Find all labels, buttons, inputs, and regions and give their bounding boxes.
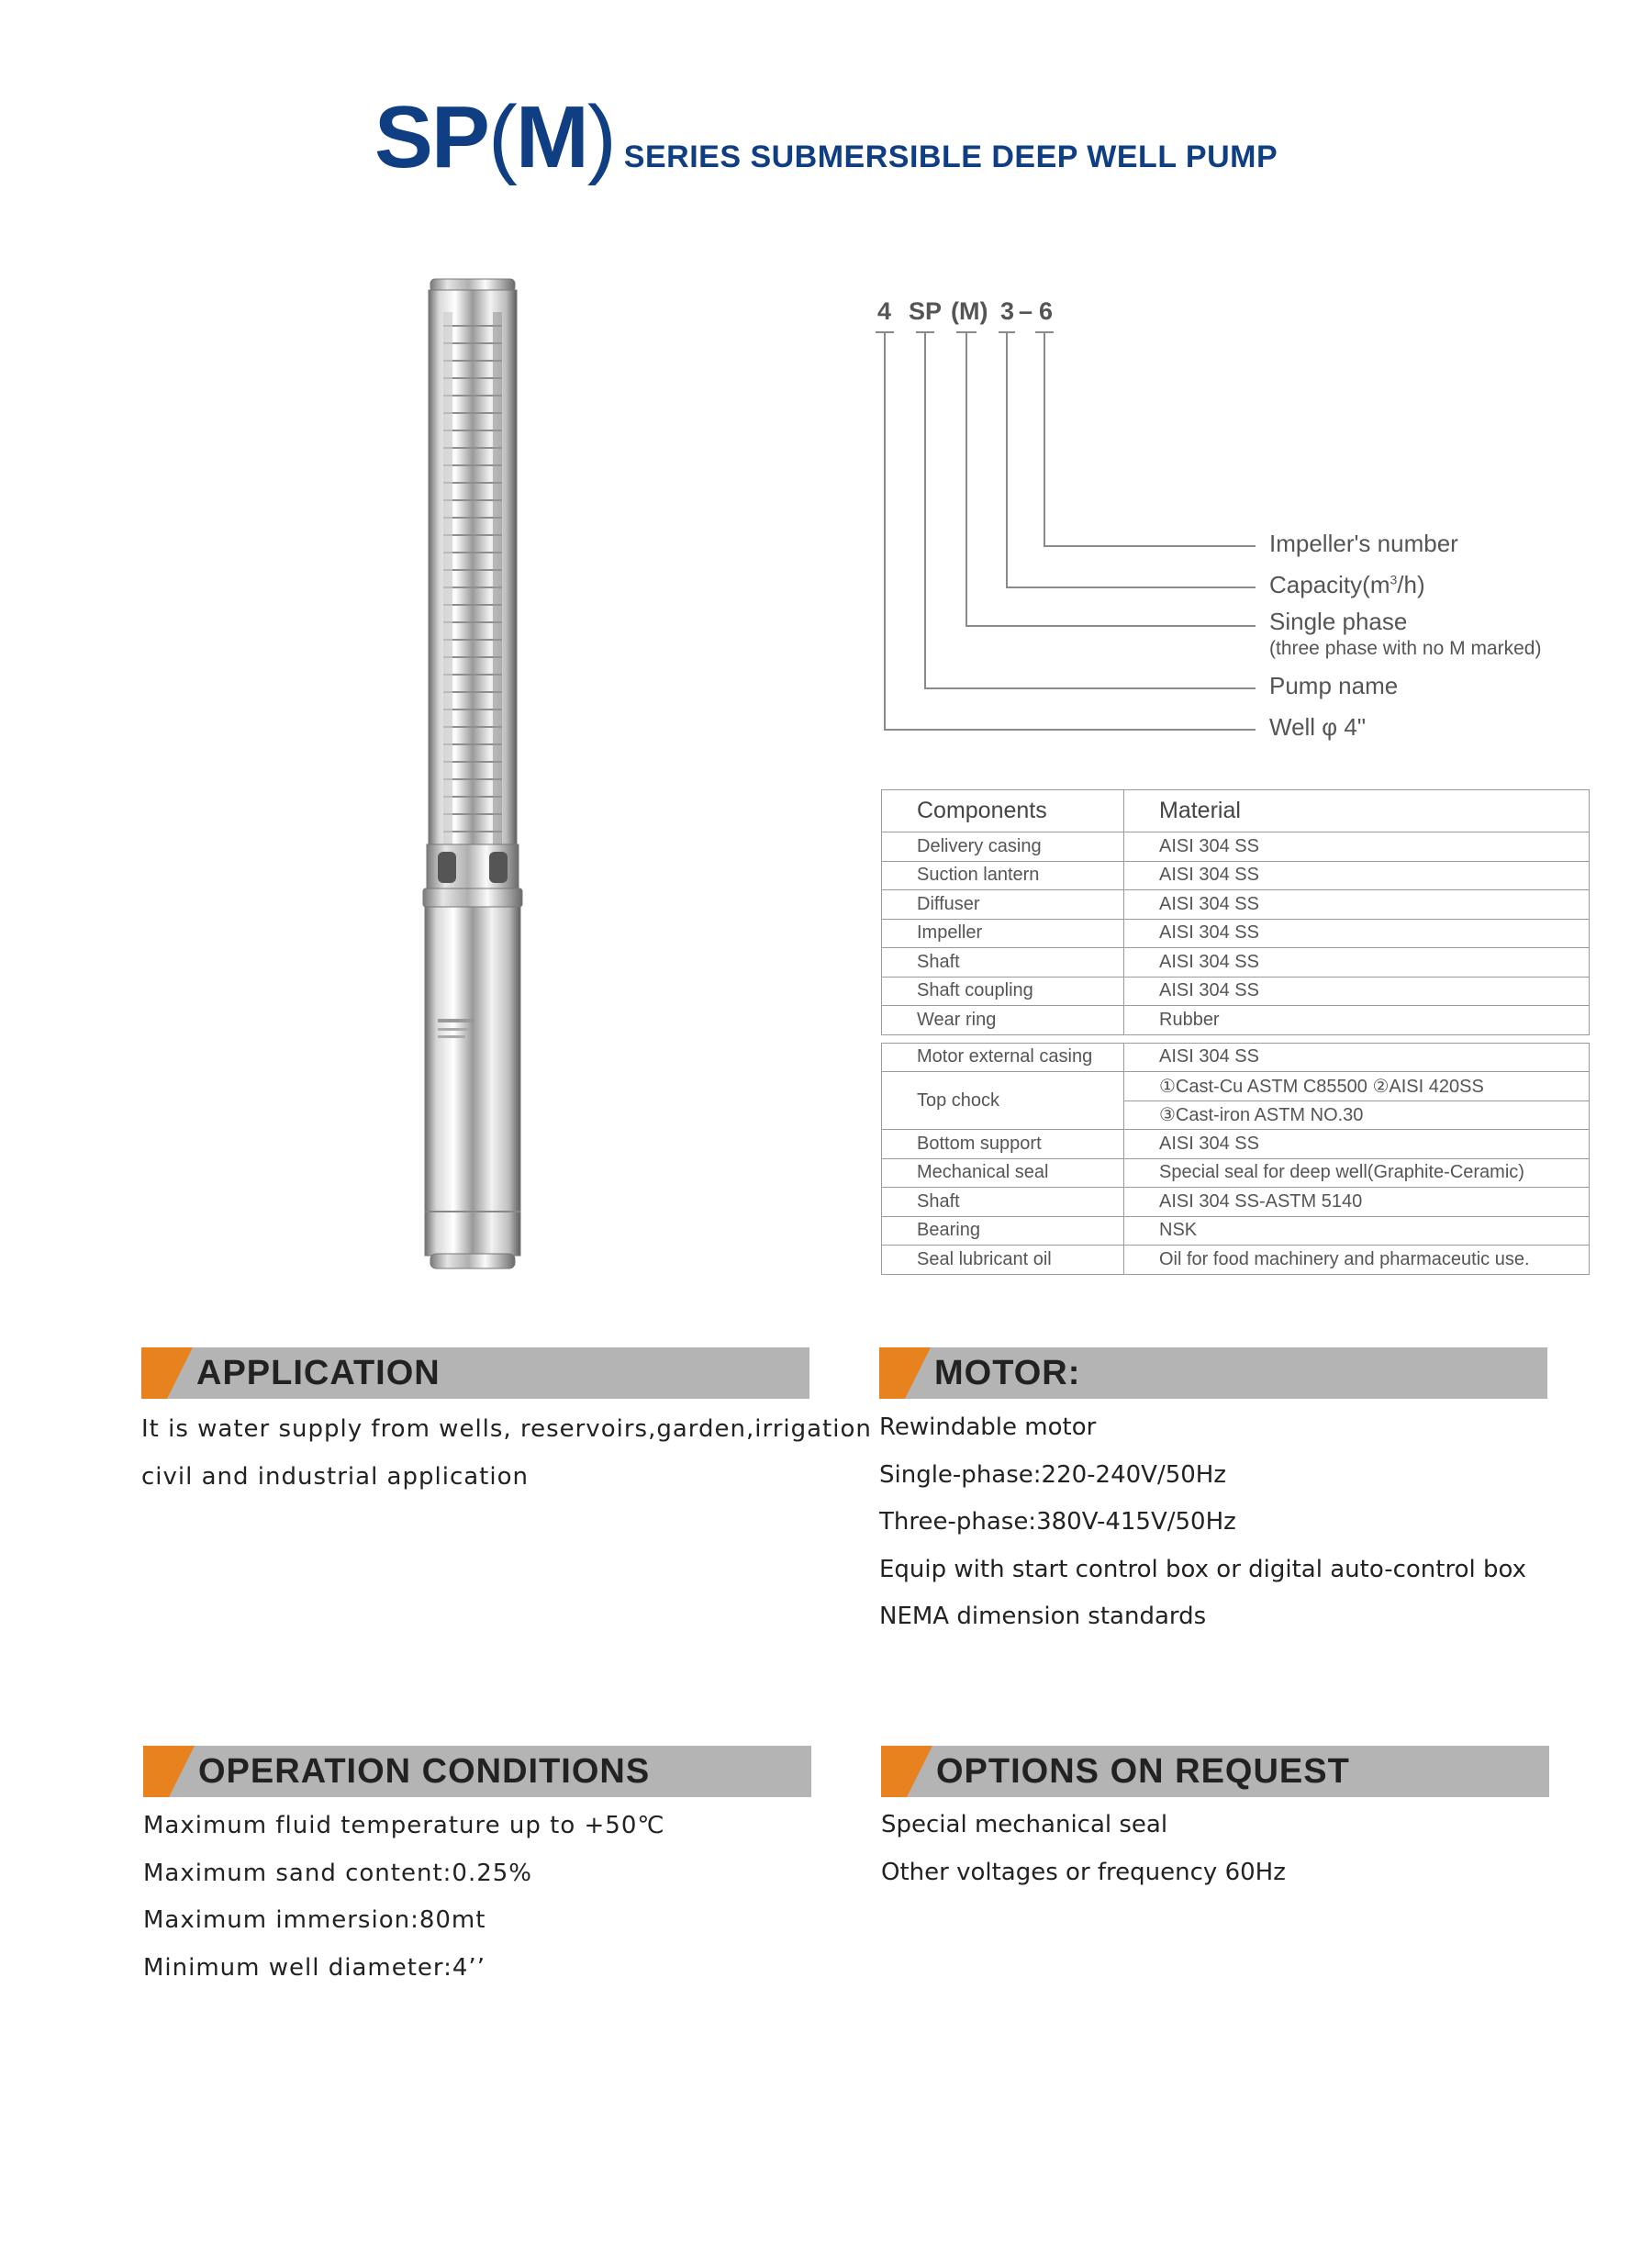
top-chock-line2: ③Cast-iron ASTM NO.30 (1124, 1100, 1590, 1130)
table-row: Mechanical seal Special seal for deep well(Graphite-Ceramic) (882, 1158, 1590, 1188)
code-part-name: SP (909, 297, 943, 325)
table-row: Shaft AISI 304 SS (882, 948, 1590, 978)
code-part-well: 4 (877, 297, 892, 325)
label-well: Well φ 4" (1269, 713, 1367, 741)
table-row: Shaft AISI 304 SS-ASTM 5140 (882, 1188, 1590, 1217)
model-code-diagram (854, 285, 1588, 762)
application-text: It is water supply from wells, reservoirs,garden,irrigation civil and industrial application (141, 1415, 872, 1491)
operation-text: Maximum fluid temperature up to +50℃ Maximum sand content:0.25% Maximum immersion:80mt Minimum well diameter:4’’ (143, 1812, 665, 1982)
label-pump-name: Pump name (1269, 672, 1399, 699)
table-row: Bottom support AISI 304 SS (882, 1130, 1590, 1159)
section-header-options: OPTIONS ON REQUEST (881, 1746, 1549, 1797)
top-chock-line1: ①Cast-Cu ASTM C85500 ②AISI 420SS (1124, 1072, 1590, 1101)
table-header (882, 790, 1590, 832)
table-row: Motor external casing AISI 304 SS (882, 1043, 1590, 1072)
table-row (882, 1072, 1590, 1101)
label-single-phase-note: (three phase with no M marked) (1269, 638, 1542, 659)
options-text: Special mechanical seal Other voltages or frequency 60Hz (881, 1811, 1286, 1886)
code-part-dash: – (1019, 297, 1033, 325)
section-header-operation: OPERATION CONDITIONS (143, 1746, 811, 1797)
table-row: Delivery casing AISI 304 SS (882, 832, 1590, 862)
orange-accent-icon (881, 1746, 932, 1797)
orange-accent-icon (141, 1347, 193, 1399)
page-title (0, 87, 1652, 188)
table-row: Impeller AISI 304 SS (882, 919, 1590, 948)
orange-accent-icon (879, 1347, 931, 1399)
table-row: Bearing NSK (882, 1216, 1590, 1246)
section-header-motor: MOTOR: (879, 1347, 1547, 1399)
header-material: Material (1124, 790, 1590, 832)
top-chock-label: Top chock (882, 1072, 1124, 1130)
orange-accent-icon (143, 1746, 195, 1797)
code-part-phase: (M) (951, 297, 988, 325)
model-code-lines (854, 285, 1588, 762)
components-table (881, 789, 1590, 1275)
header-components: Components (882, 790, 1124, 832)
label-capacity: $Capacity(m^3/h)$ (1269, 571, 1425, 598)
title-subtitle: SERIES SUBMERSIBLE DEEP WELL PUMP (623, 140, 1278, 174)
table-row: Shaft coupling AISI 304 SS (882, 977, 1590, 1006)
table-row: Seal lubricant oil Oil for food machinery and pharmaceutic use. (882, 1246, 1590, 1275)
code-part-capacity: 3 (1000, 297, 1015, 325)
table-row: Wear ring Rubber (882, 1006, 1590, 1035)
table-gap (882, 1034, 1590, 1043)
motor-text: Rewindable motor Single-phase:220-240V/50Hz Three-phase:380V-415V/50Hz Equip with start control box or digital auto-control box NEMA dimension standards (879, 1413, 1526, 1630)
section-header-application: APPLICATION (141, 1347, 809, 1399)
code-part-impellers: 6 (1039, 297, 1054, 325)
label-impellers: Impeller's number (1269, 530, 1458, 557)
label-single-phase: Single phase (1269, 608, 1408, 635)
title-model: SP(M) (374, 88, 615, 186)
table-row: Diffuser AISI 304 SS (882, 890, 1590, 920)
table-row: Suction lantern AISI 304 SS (882, 861, 1590, 890)
submersible-pump-illustration (418, 275, 528, 1285)
